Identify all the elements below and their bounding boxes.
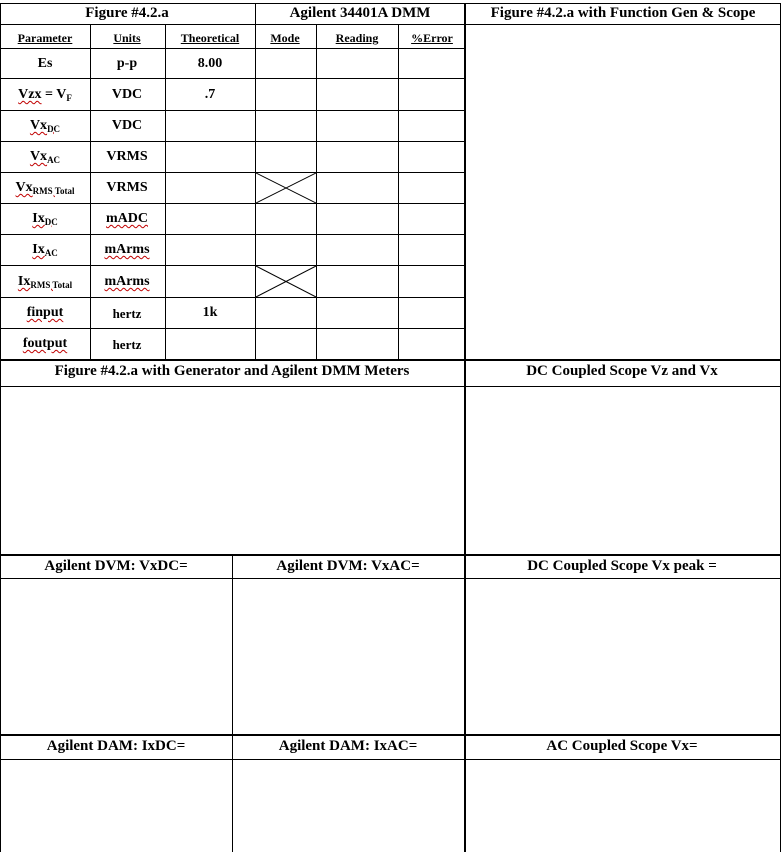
column-header-theoretical: Theoretical bbox=[180, 31, 240, 45]
column-header-error: %Error bbox=[411, 31, 453, 45]
table-row-parameter: $Ix_{DC}$ bbox=[32, 211, 58, 227]
grid-line bbox=[0, 110, 465, 111]
grid-line bbox=[232, 554, 233, 852]
grid-line bbox=[0, 359, 781, 361]
dvm-vx-dc-header: Agilent DVM: VxDC= bbox=[44, 558, 188, 574]
table-row-parameter: $Ix_{AC}$ bbox=[32, 242, 58, 258]
grid-line bbox=[0, 759, 781, 760]
table-row-theoretical: 1k bbox=[202, 305, 218, 320]
dc-scope-vz-vx-header: DC Coupled Scope Vz and Vx bbox=[526, 363, 718, 379]
grid-line bbox=[0, 24, 781, 25]
grid-line bbox=[780, 3, 781, 852]
grid-line bbox=[0, 3, 781, 4]
dmm-header: Agilent 34401A DMM bbox=[289, 5, 431, 21]
cross-mark bbox=[256, 173, 316, 203]
table-row-units: mArms bbox=[104, 274, 150, 289]
table-row-parameter: $Ix_{RMS Total}$ bbox=[17, 274, 73, 290]
grid-line bbox=[0, 265, 465, 266]
column-header-reading: Reading bbox=[335, 31, 379, 45]
grid-line bbox=[0, 172, 465, 173]
cross-mark bbox=[256, 266, 316, 297]
table-row-parameter: $Vx_{AC}$ bbox=[29, 149, 61, 165]
grid-line bbox=[0, 234, 465, 235]
dam-ix-ac-header: Agilent DAM: IxAC= bbox=[278, 738, 418, 754]
function-gen-scope-header: Figure #4.2.a with Function Gen & Scope bbox=[490, 5, 756, 21]
dvm-vx-ac-header: Agilent DVM: VxAC= bbox=[276, 558, 420, 574]
grid-line bbox=[0, 328, 465, 329]
column-header-mode: Mode bbox=[270, 31, 300, 45]
table-row-parameter: $Vx_{RMS Total}$ bbox=[15, 180, 75, 196]
grid-line bbox=[0, 297, 465, 298]
grid-line bbox=[0, 141, 465, 142]
column-header-parameter: Parameter bbox=[17, 31, 73, 45]
grid-line bbox=[0, 734, 781, 736]
grid-line bbox=[0, 554, 781, 556]
grid-line bbox=[398, 24, 399, 360]
table-row-units: VDC bbox=[111, 118, 143, 133]
table-row-units: p-p bbox=[116, 56, 138, 71]
grid-line bbox=[0, 78, 465, 79]
grid-line bbox=[0, 48, 465, 49]
table-row-units: hertz bbox=[112, 337, 142, 352]
figure-header: Figure #4.2.a bbox=[85, 5, 169, 21]
table-row-units: mArms bbox=[104, 242, 150, 257]
grid-line bbox=[0, 578, 781, 579]
table-row-units: VRMS bbox=[106, 149, 148, 164]
table-row-parameter: Vzx = $V_F$ bbox=[18, 87, 72, 103]
grid-line bbox=[0, 203, 465, 204]
table-row-units: hertz bbox=[112, 306, 142, 321]
table-row-units: mADC bbox=[106, 211, 148, 226]
table-row-parameter: finput bbox=[26, 305, 64, 320]
grid-line bbox=[0, 3, 1, 852]
grid-line bbox=[165, 24, 166, 360]
dc-scope-peak-header: DC Coupled Scope Vx peak = bbox=[527, 558, 717, 574]
grid-line bbox=[464, 3, 466, 852]
dam-ix-dc-header: Agilent DAM: IxDC= bbox=[46, 738, 186, 754]
table-row-theoretical: 8.00 bbox=[197, 56, 223, 71]
grid-line bbox=[0, 386, 781, 387]
table-row-units: VDC bbox=[111, 87, 143, 102]
table-row-parameter: foutput bbox=[22, 336, 68, 351]
ac-scope-vx-header: AC Coupled Scope Vx= bbox=[546, 738, 698, 754]
grid-line bbox=[316, 24, 317, 360]
table-row-units: VRMS bbox=[106, 180, 148, 195]
generator-dmm-header: Figure #4.2.a with Generator and Agilent DMM Meters bbox=[54, 363, 410, 379]
grid-line bbox=[90, 24, 91, 360]
table-row-theoretical: .7 bbox=[204, 87, 216, 102]
column-header-units: Units bbox=[113, 31, 141, 45]
table-row-parameter: Es bbox=[37, 56, 53, 71]
table-row-parameter: $Vx_{DC}$ bbox=[29, 118, 61, 134]
